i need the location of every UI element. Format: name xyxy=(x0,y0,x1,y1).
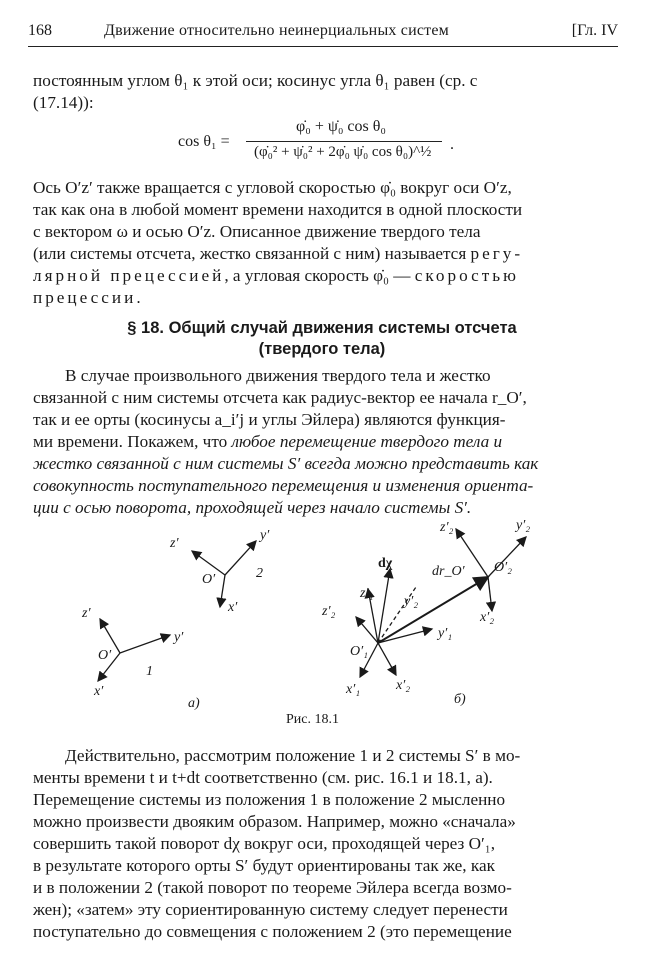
para3-line-7: и в положении 2 (такой поворот по теореме Эйлера всегда возмо- xyxy=(33,878,512,897)
fig-b-y2: y′₂ xyxy=(516,520,531,533)
chapter-label: [Гл. IV xyxy=(571,22,618,39)
para3-line-8: жен); «затем» эту сориентированную систему следует перенести xyxy=(33,900,508,919)
para1-line-1: Ось O′z′ также вращается с угловой скоростью φ̇₀ вокруг оси O′z, xyxy=(33,178,512,197)
fig-b-o2: O′₂ xyxy=(494,560,513,575)
fig-b-z1: z′₁ xyxy=(360,586,374,601)
fig-b-y2-small: y′₂ xyxy=(404,594,419,609)
page-number: 168 xyxy=(28,22,52,39)
formula-lhs: cos θ₁ = xyxy=(178,133,230,150)
fig-a-bottom-o: O′ xyxy=(98,648,112,663)
para1-line-4 xyxy=(33,243,611,265)
intro-line-2: (17.14)): xyxy=(33,93,94,112)
fig-a-top-x: x′ xyxy=(228,600,238,615)
fig-b-y1: y′₁ xyxy=(438,626,453,641)
figure-caption: Рис. 18.1 xyxy=(286,712,339,727)
para3-line-4: можно произвести двояким образом. Например, можно «сначала» xyxy=(33,812,516,831)
para2-line-4b: любое перемещение твердого тела и xyxy=(231,432,503,451)
fig-a-bottom-y: y′ xyxy=(174,630,184,645)
para2-line-7: ции с осью поворота, проходящей через начало системы S′. xyxy=(33,498,472,517)
para1-line-5b: , а угловая скорость φ̇₀ — xyxy=(224,266,415,285)
para1-line-6: прецессии. xyxy=(33,288,144,307)
fig-a-top-y: y′ xyxy=(260,528,270,543)
para3-line-9: поступательно до совмещения с положением 2 (это перемещение xyxy=(33,922,512,941)
fig-b-o1: O′₁ xyxy=(350,644,369,659)
para2-line-3: так и ее орты (косинусы a_i′j и углы Эйлера) являются функция- xyxy=(33,410,506,429)
fig-a-top-z: z′ xyxy=(170,536,179,551)
section-title-2: (твердого тела) xyxy=(258,340,386,358)
fig-a-top-o: O′ xyxy=(202,572,216,587)
header-rule xyxy=(28,46,618,47)
fig-a-bottom-num: 1 xyxy=(146,664,153,679)
para3-line-1: Действительно, рассмотрим положение 1 и 2 системы S′ в мо- xyxy=(65,746,521,765)
para2-line-5: жестко связанной с ним системы S′ всегда можно представить как xyxy=(33,454,539,473)
fig-b-z2: z′₂ xyxy=(440,520,454,535)
para2-line-4a: ми времени. Покажем, что xyxy=(33,432,232,451)
fig-b-dchi: dχ xyxy=(378,556,393,571)
para1-line-2: так как она в любой момент времени находится в одной плоскости xyxy=(33,200,523,219)
section-title-1: § 18. Общий случай движения системы отсчета xyxy=(127,319,517,337)
formula-numerator: φ̇₀ + ψ̇₀ cos θ₀ xyxy=(296,118,386,135)
para2-line-2: связанной с ним системы отсчета как радиус-вектор ее начала r_O′, xyxy=(33,388,527,407)
term-regular: регу- xyxy=(470,244,524,263)
para1-line-4a: (или системы отсчета, жестко связанной с ним) называется xyxy=(33,244,471,263)
fig-b-z2-small: z′₂ xyxy=(322,604,336,619)
para2-line-1: В случае произвольного движения твердого тела и жестко xyxy=(65,366,491,385)
para3-line-3: Перемещение системы из положения 1 в положение 2 мысленно xyxy=(33,790,506,809)
term-precession: лярной прецессией xyxy=(33,266,225,285)
figure-b xyxy=(356,529,526,677)
fig-b-dr: dr_O′ xyxy=(432,564,465,579)
fig-b-label: б) xyxy=(454,692,466,707)
running-title: Движение относительно неинерциальных систем xyxy=(104,22,449,39)
page-header xyxy=(28,22,618,44)
fig-a-bottom-x: x′ xyxy=(94,684,104,699)
para3-line-5: совершить такой поворот dχ вокруг оси, проходящей через O′₁, xyxy=(33,834,496,853)
para3-line-6: в результате которого орты S′ будут ориентированы так же, как xyxy=(33,856,495,875)
fig-b-x2: x′₂ xyxy=(480,610,495,625)
para1-line-3: с вектором ω и осью O′z. Описанное движение твердого тела xyxy=(33,222,481,241)
para2-line-6: совокупность поступательного перемещения и изменения ориента- xyxy=(33,476,534,495)
fig-b-x1: x′₁ xyxy=(346,682,361,697)
fraction-bar xyxy=(246,141,442,142)
para1-line-5 xyxy=(33,265,611,287)
formula-trail: . xyxy=(450,136,454,153)
formula-denominator: (φ̇₀² + ψ̇₀² + 2φ̇₀ ψ̇₀ cos θ₀)^½ xyxy=(254,144,432,160)
fig-a-label: а) xyxy=(188,696,200,711)
fig-a-bottom-z: z′ xyxy=(82,606,91,621)
intro-line-1: постоянным углом θ₁ к этой оси; косинус угла θ₁ равен (ср. с xyxy=(33,71,478,90)
term-speed: скоростью xyxy=(414,266,519,285)
fig-a-top-num: 2 xyxy=(256,566,263,581)
cos-theta-formula xyxy=(178,118,478,166)
para3-line-2: менты времени t и t+dt соответственно (см. рис. 16.1 и 18.1, а). xyxy=(33,768,493,787)
fig-b-x2-small: x′₂ xyxy=(396,678,411,693)
figure-18-1 xyxy=(60,520,620,720)
para2-line-4 xyxy=(33,431,611,453)
